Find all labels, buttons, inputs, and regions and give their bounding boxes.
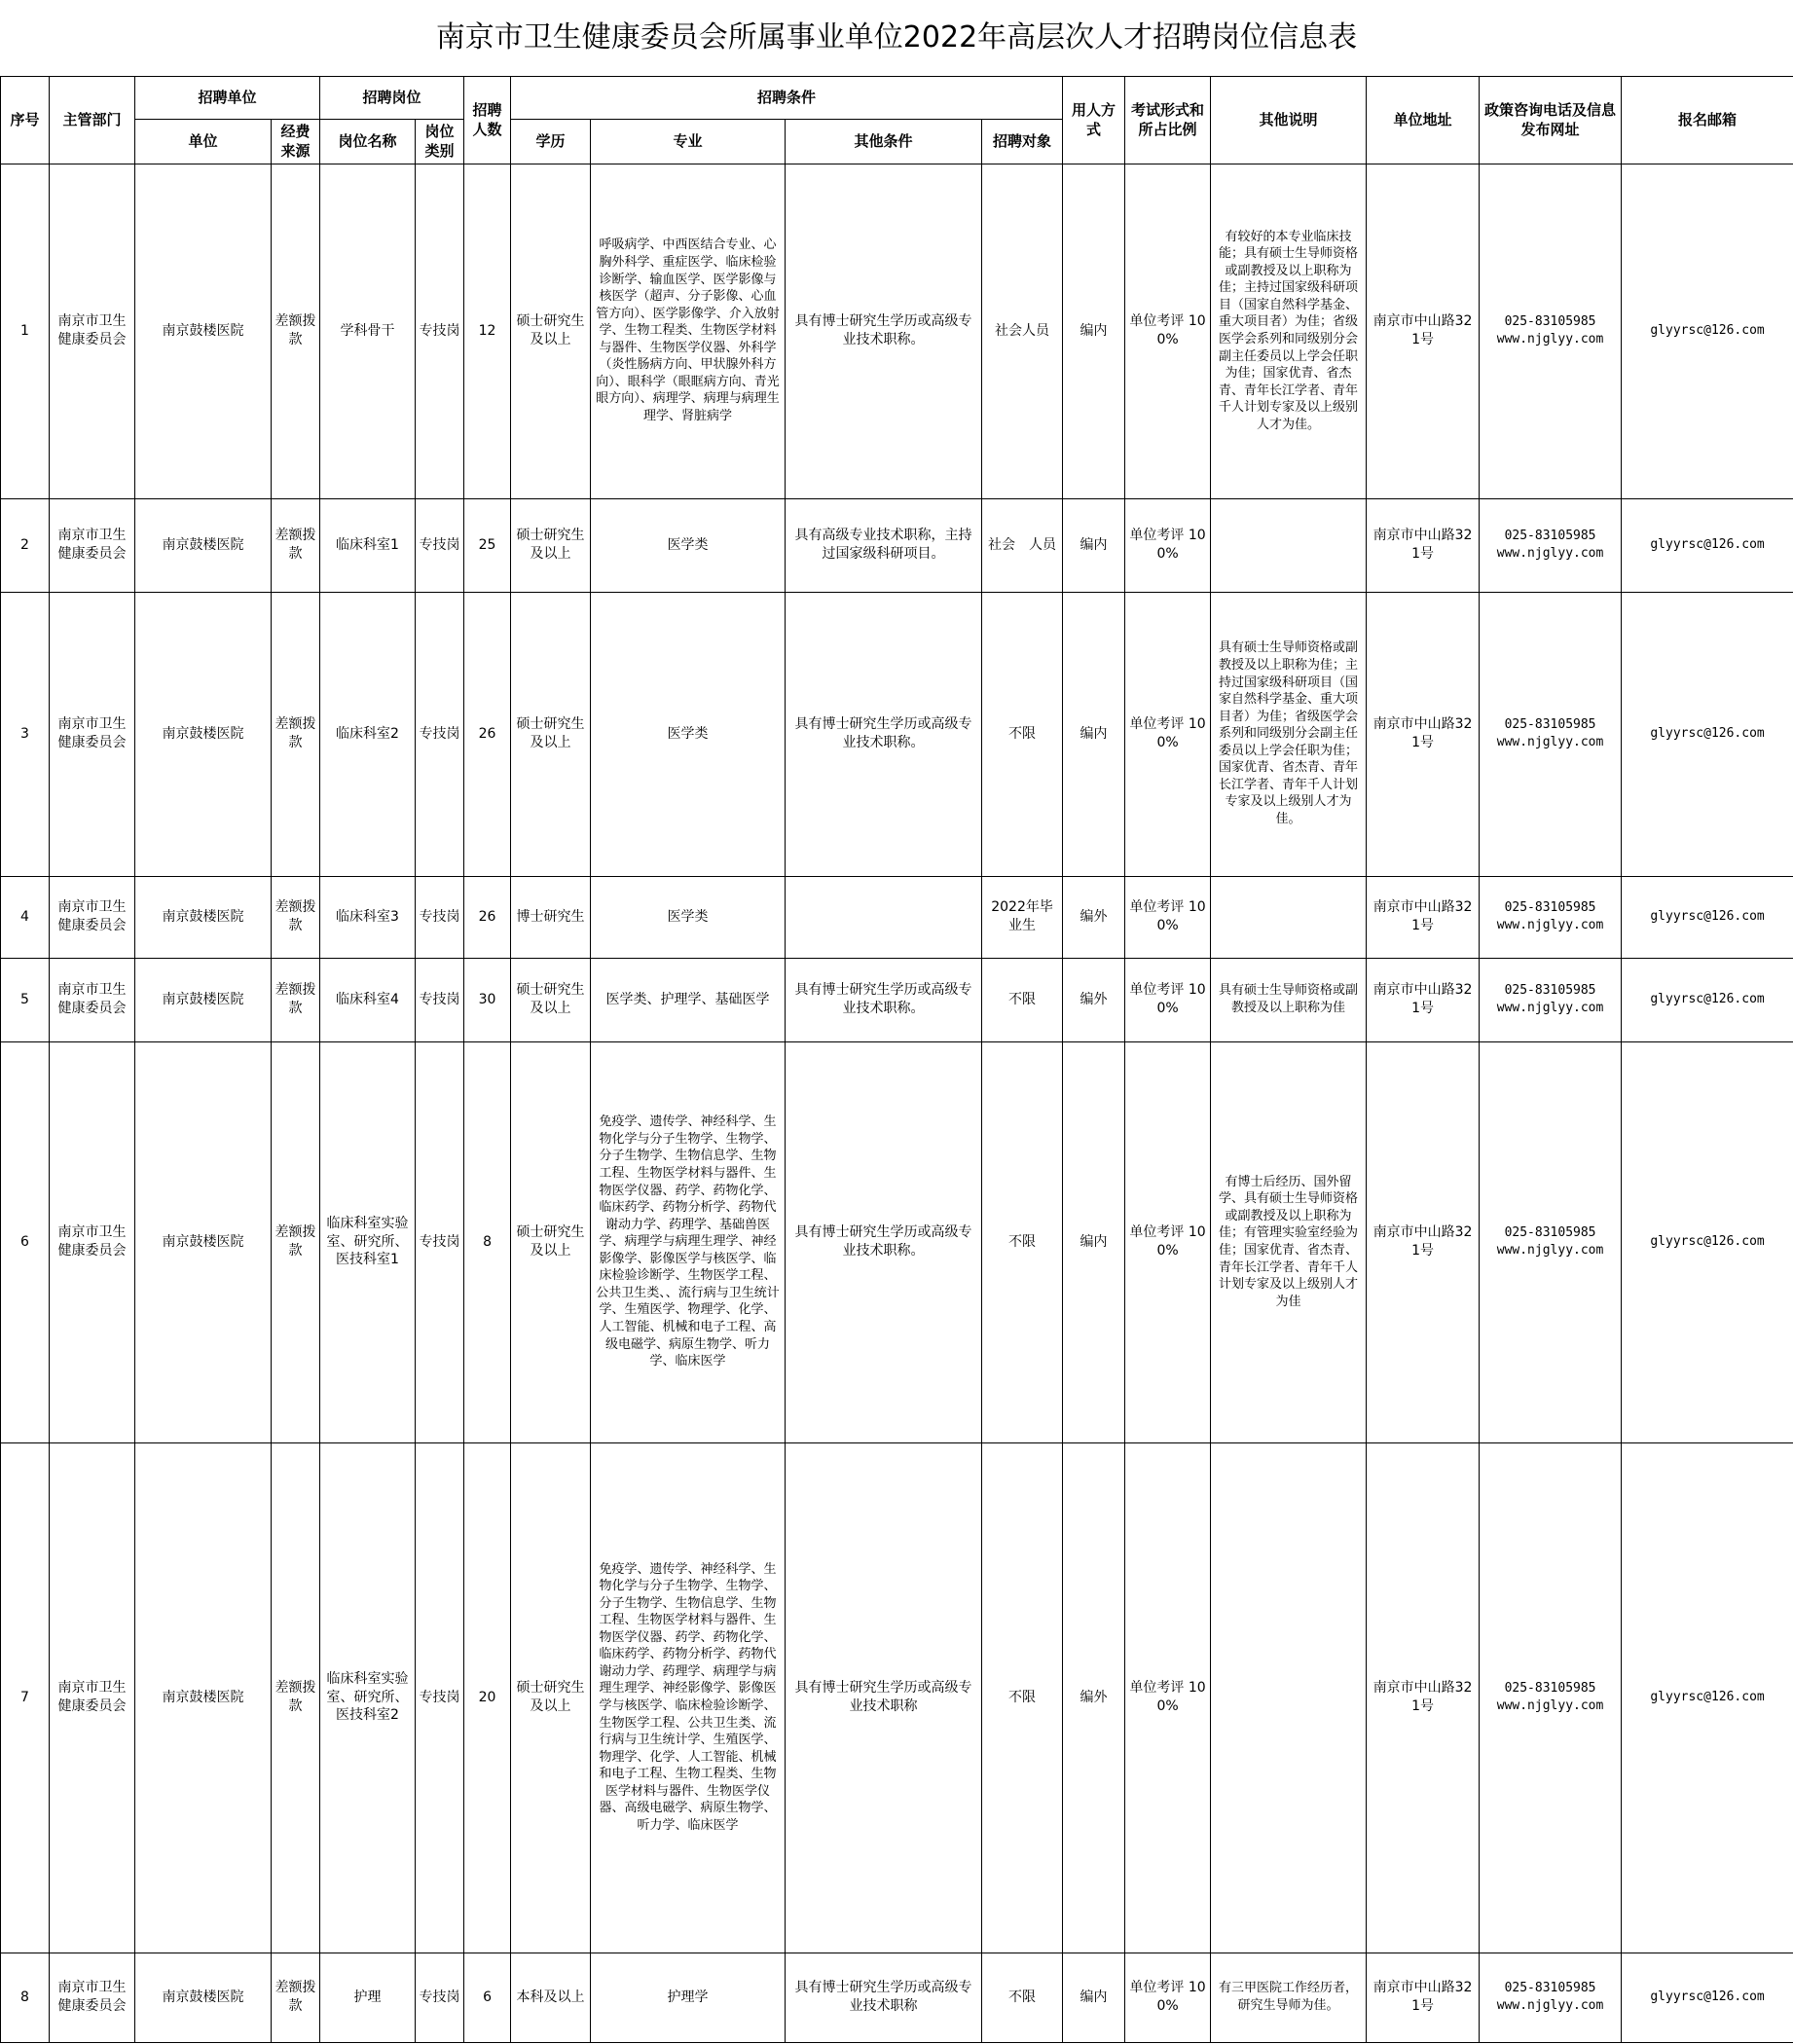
cell-seq: 1: [1, 164, 50, 498]
cell-edu: 硕士研究生及以上: [511, 1041, 591, 1442]
cell-fund: 差额拨款: [272, 164, 320, 498]
cell-addr: 南京市中山路321号: [1367, 876, 1480, 958]
cell-addr: 南京市中山路321号: [1367, 498, 1480, 592]
cell-hire: 编外: [1063, 1442, 1125, 1953]
header-count: 招聘人数: [464, 77, 511, 164]
contact-url[interactable]: www.njglyy.com: [1496, 1998, 1604, 2013]
cell-dept: 南京市卫生健康委员会: [50, 958, 135, 1041]
cell-count: 12: [464, 164, 511, 498]
header-unit: 单位: [135, 120, 272, 164]
cell-edu: 硕士研究生及以上: [511, 592, 591, 876]
cell-count: 26: [464, 592, 511, 876]
contact-url[interactable]: www.njglyy.com: [1496, 546, 1604, 561]
cell-note: [1211, 498, 1367, 592]
cell-email[interactable]: glyyrsc@126.com: [1622, 876, 1793, 958]
header-edu: 学历: [511, 120, 591, 164]
cell-other-cond: 具有博士研究生学历或高级专业技术职称。: [786, 1041, 982, 1442]
cell-count: 25: [464, 498, 511, 592]
cell-hire: 编内: [1063, 1041, 1125, 1442]
cell-target: 社会人员: [982, 164, 1063, 498]
cell-other-cond: 具有博士研究生学历或高级专业技术职称: [786, 1953, 982, 2042]
cell-exam: 单位考评 100%: [1125, 1041, 1211, 1442]
cell-hire: 编外: [1063, 958, 1125, 1041]
cell-post-name: 临床科室实验室、研究所、医技科室2: [320, 1442, 416, 1953]
header-target: 招聘对象: [982, 120, 1063, 164]
cell-exam: 单位考评 100%: [1125, 1953, 1211, 2042]
cell-dept: 南京市卫生健康委员会: [50, 1041, 135, 1442]
table-row: [1, 958, 1793, 1041]
cell-fund: 差额拨款: [272, 498, 320, 592]
cell-note: 具有硕士生导师资格或副教授及以上职称为佳: [1211, 958, 1367, 1041]
cell-other-cond: 具有高级专业技术职称，主持过国家级科研项目。: [786, 498, 982, 592]
contact-phone: 025-83105985: [1504, 717, 1596, 733]
cell-addr: 南京市中山路321号: [1367, 958, 1480, 1041]
cell-unit: 南京鼓楼医院: [135, 592, 272, 876]
cell-count: 30: [464, 958, 511, 1041]
cell-note: [1211, 1442, 1367, 1953]
cell-addr: 南京市中山路321号: [1367, 164, 1480, 498]
cell-contact: [1480, 1041, 1622, 1442]
cell-contact: [1480, 876, 1622, 958]
cell-email[interactable]: glyyrsc@126.com: [1622, 592, 1793, 876]
cell-post-name: 临床科室3: [320, 876, 416, 958]
cell-unit: 南京鼓楼医院: [135, 1953, 272, 2042]
header-post-type: 岗位类别: [416, 120, 464, 164]
cell-edu: 本科及以上: [511, 1953, 591, 2042]
cell-dept: 南京市卫生健康委员会: [50, 1442, 135, 1953]
cell-edu: 硕士研究生及以上: [511, 958, 591, 1041]
cell-addr: 南京市中山路321号: [1367, 1442, 1480, 1953]
cell-unit: 南京鼓楼医院: [135, 876, 272, 958]
cell-count: 20: [464, 1442, 511, 1953]
cell-email[interactable]: glyyrsc@126.com: [1622, 958, 1793, 1041]
cell-major: 医学类、护理学、基础医学: [591, 958, 786, 1041]
cell-post-type: 专技岗: [416, 1041, 464, 1442]
cell-fund: 差额拨款: [272, 958, 320, 1041]
cell-target: 不限: [982, 592, 1063, 876]
cell-other-cond: 具有博士研究生学历或高级专业技术职称。: [786, 592, 982, 876]
contact-phone: 025-83105985: [1504, 1981, 1596, 1996]
cell-dept: 南京市卫生健康委员会: [50, 1953, 135, 2042]
header-hire: 用人方式: [1063, 77, 1125, 164]
cell-contact: [1480, 958, 1622, 1041]
cell-major: 医学类: [591, 498, 786, 592]
header-addr: 单位地址: [1367, 77, 1480, 164]
cell-post-name: 临床科室1: [320, 498, 416, 592]
header-post-group: 招聘岗位: [320, 77, 464, 120]
cell-count: 6: [464, 1953, 511, 2042]
cell-hire: 编内: [1063, 498, 1125, 592]
cell-post-type: 专技岗: [416, 592, 464, 876]
cell-note: 有较好的本专业临床技能；具有硕士生导师资格或副教授及以上职称为佳；主持过国家级科研项目（国家自然科学基金、重大项目者）为佳；省级医学会系列和同级别分会副主任委员以上学会任职为佳；国家优青、省杰青、青年长江学者、青年千人计划专家及以上级别人才为佳。: [1211, 164, 1367, 498]
cell-post-type: 专技岗: [416, 958, 464, 1041]
cell-target: 不限: [982, 1953, 1063, 2042]
contact-phone: 025-83105985: [1504, 900, 1596, 916]
cell-seq: 7: [1, 1442, 50, 1953]
cell-addr: 南京市中山路321号: [1367, 1953, 1480, 2042]
contact-phone: 025-83105985: [1504, 1681, 1596, 1697]
cell-unit: 南京鼓楼医院: [135, 1041, 272, 1442]
cell-target: 不限: [982, 1442, 1063, 1953]
cell-target: 不限: [982, 1041, 1063, 1442]
cell-edu: 硕士研究生及以上: [511, 1442, 591, 1953]
cell-dept: 南京市卫生健康委员会: [50, 498, 135, 592]
cell-edu: 博士研究生: [511, 876, 591, 958]
cell-exam: 单位考评 100%: [1125, 498, 1211, 592]
cell-fund: 差额拨款: [272, 592, 320, 876]
table-row: [1, 164, 1793, 498]
cell-seq: 3: [1, 592, 50, 876]
cell-exam: 单位考评 100%: [1125, 592, 1211, 876]
cell-unit: 南京鼓楼医院: [135, 958, 272, 1041]
cell-dept: 南京市卫生健康委员会: [50, 592, 135, 876]
cell-seq: 8: [1, 1953, 50, 2042]
cell-post-type: 专技岗: [416, 1953, 464, 2042]
cell-seq: 2: [1, 498, 50, 592]
cell-hire: 编内: [1063, 1953, 1125, 2042]
cell-count: 8: [464, 1041, 511, 1442]
cell-note: 有三甲医院工作经历者，研究生导师为佳。: [1211, 1953, 1367, 2042]
cell-contact: [1480, 498, 1622, 592]
header-major: 专业: [591, 120, 786, 164]
cell-target: 2022年毕业生: [982, 876, 1063, 958]
recruitment-table: [0, 76, 1793, 2043]
cell-unit: 南京鼓楼医院: [135, 498, 272, 592]
cell-seq: 6: [1, 1041, 50, 1442]
page-title: 南京市卫生健康委员会所属事业单位2022年高层次人才招聘岗位信息表: [435, 20, 1358, 55]
cell-addr: 南京市中山路321号: [1367, 1041, 1480, 1442]
header-dept: 主管部门: [50, 77, 135, 164]
cell-unit: 南京鼓楼医院: [135, 164, 272, 498]
cell-other-cond: 具有博士研究生学历或高级专业技术职称。: [786, 164, 982, 498]
cell-other-cond: 具有博士研究生学历或高级专业技术职称。: [786, 958, 982, 1041]
header-exam: 考试形式和所占比例: [1125, 77, 1211, 164]
contact-phone: 025-83105985: [1504, 1225, 1596, 1241]
cell-contact: [1480, 164, 1622, 498]
header-other-cond: 其他条件: [786, 120, 982, 164]
cell-major: 护理学: [591, 1953, 786, 2042]
cell-post-name: 临床科室4: [320, 958, 416, 1041]
cell-contact: [1480, 592, 1622, 876]
cell-major: 医学类: [591, 876, 786, 958]
cell-count: 26: [464, 876, 511, 958]
cell-major: 医学类: [591, 592, 786, 876]
cell-dept: 南京市卫生健康委员会: [50, 164, 135, 498]
contact-url[interactable]: www.njglyy.com: [1496, 332, 1604, 347]
contact-url[interactable]: www.njglyy.com: [1496, 1698, 1604, 1713]
contact-phone: 025-83105985: [1504, 529, 1596, 544]
cell-contact: [1480, 1953, 1622, 2042]
cell-fund: 差额拨款: [272, 1041, 320, 1442]
cell-exam: 单位考评 100%: [1125, 876, 1211, 958]
header-contact: 政策咨询电话及信息发布网址: [1480, 77, 1622, 164]
cell-dept: 南京市卫生健康委员会: [50, 876, 135, 958]
header-email: 报名邮箱: [1622, 77, 1793, 164]
cell-hire: 编内: [1063, 592, 1125, 876]
cell-exam: 单位考评 100%: [1125, 958, 1211, 1041]
cell-email[interactable]: glyyrsc@126.com: [1622, 498, 1793, 592]
cell-hire: 编内: [1063, 164, 1125, 498]
cell-fund: 差额拨款: [272, 1953, 320, 2042]
table-row: [1, 1442, 1793, 1953]
header-cond-group: 招聘条件: [511, 77, 1063, 120]
cell-target: 社会 人员: [982, 498, 1063, 592]
cell-major: 免疫学、遗传学、神经科学、生物化学与分子生物学、生物学、分子生物学、生物信息学、生物工程、生物医学材料与器件、生物医学仪器、药学、药物化学、临床药学、药物分析学、药物代谢动力学、药理学、病理学与病理生理学、神经影像学、影像医学与核医学、临床检验诊断学、生物医学工程、公共卫生类、流行病与卫生统计学、生殖医学、物理学、化学、人工智能、机械和电子工程、生物工程类、生物医学材料与器件、生物医学仪器、高级电磁学、病原生物学、听力学、临床医学: [591, 1442, 786, 1953]
cell-other-cond: [786, 876, 982, 958]
cell-email[interactable]: glyyrsc@126.com: [1622, 164, 1793, 498]
cell-target: 不限: [982, 958, 1063, 1041]
cell-email[interactable]: glyyrsc@126.com: [1622, 1953, 1793, 2042]
cell-fund: 差额拨款: [272, 1442, 320, 1953]
contact-url[interactable]: www.njglyy.com: [1496, 1243, 1604, 1258]
header-unit-group: 招聘单位: [135, 77, 320, 120]
header-seq: 序号: [1, 77, 50, 164]
contact-phone: 025-83105985: [1504, 983, 1596, 999]
cell-post-type: 专技岗: [416, 876, 464, 958]
cell-note: 有博士后经历、国外留学、具有硕士生导师资格或副教授及以上职称为佳；有管理实验室经验为佳；国家优青、省杰青、青年长江学者、青年千人计划专家及以上级别人才为佳: [1211, 1041, 1367, 1442]
cell-exam: 单位考评 100%: [1125, 1442, 1211, 1953]
cell-edu: 硕士研究生及以上: [511, 498, 591, 592]
contact-url[interactable]: www.njglyy.com: [1496, 1001, 1604, 1015]
header-fund: 经费来源: [272, 120, 320, 164]
cell-post-type: 专技岗: [416, 164, 464, 498]
contact-phone: 025-83105985: [1504, 314, 1596, 330]
cell-post-name: 临床科室2: [320, 592, 416, 876]
cell-hire: 编外: [1063, 876, 1125, 958]
cell-other-cond: 具有博士研究生学历或高级专业技术职称: [786, 1442, 982, 1953]
cell-contact: [1480, 1442, 1622, 1953]
cell-post-name: 学科骨干: [320, 164, 416, 498]
cell-note: 具有硕士生导师资格或副教授及以上职称为佳；主持过国家级科研项目（国家自然科学基金、重大项目者）为佳；省级医学会系列和同级别分会副主任委员以上学会任职为佳；国家优青、省杰青、青年长江学者、青年千人计划专家及以上级别人才为佳。: [1211, 592, 1367, 876]
cell-exam: 单位考评 100%: [1125, 164, 1211, 498]
cell-email[interactable]: glyyrsc@126.com: [1622, 1041, 1793, 1442]
contact-url[interactable]: www.njglyy.com: [1496, 735, 1604, 749]
table-row: [1, 592, 1793, 876]
table-row: [1, 1953, 1793, 2042]
header-post-name: 岗位名称: [320, 120, 416, 164]
table-row: [1, 876, 1793, 958]
table-row: [1, 1041, 1793, 1442]
contact-url[interactable]: www.njglyy.com: [1496, 918, 1604, 932]
cell-post-type: 专技岗: [416, 1442, 464, 1953]
cell-note: [1211, 876, 1367, 958]
cell-post-type: 专技岗: [416, 498, 464, 592]
cell-email[interactable]: glyyrsc@126.com: [1622, 1442, 1793, 1953]
cell-major: 免疫学、遗传学、神经科学、生物化学与分子生物学、生物学、分子生物学、生物信息学、生物工程、生物医学材料与器件、生物医学仪器、药学、药物化学、临床药学、药物分析学、药物代谢动力学、药理学、基础兽医学、病理学与病理生理学、神经影像学、影像医学与核医学、临床检验诊断学、生物医学工程、公共卫生类、、流行病与卫生统计学、生殖医学、物理学、化学、人工智能、机械和电子工程、高级电磁学、病原生物学、听力学、临床医学: [591, 1041, 786, 1442]
header-other-note: 其他说明: [1211, 77, 1367, 164]
cell-addr: 南京市中山路321号: [1367, 592, 1480, 876]
cell-post-name: 护理: [320, 1953, 416, 2042]
cell-major: 呼吸病学、中西医结合专业、心胸外科学、重症医学、临床检验诊断学、输血医学、医学影像与核医学（超声、分子影像、心血管方向）、医学影像学、介入放射学、生物工程类、生物医学材料与器件、生物医学仪器、外科学（炎性肠病方向、甲状腺外科方向）、眼科学（眼眶病方向、青光眼方向）、病理学、病理与病理生理学、肾脏病学: [591, 164, 786, 498]
cell-edu: 硕士研究生及以上: [511, 164, 591, 498]
cell-post-name: 临床科室实验室、研究所、医技科室1: [320, 1041, 416, 1442]
cell-unit: 南京鼓楼医院: [135, 1442, 272, 1953]
table-row: [1, 498, 1793, 592]
cell-seq: 5: [1, 958, 50, 1041]
cell-fund: 差额拨款: [272, 876, 320, 958]
cell-seq: 4: [1, 876, 50, 958]
